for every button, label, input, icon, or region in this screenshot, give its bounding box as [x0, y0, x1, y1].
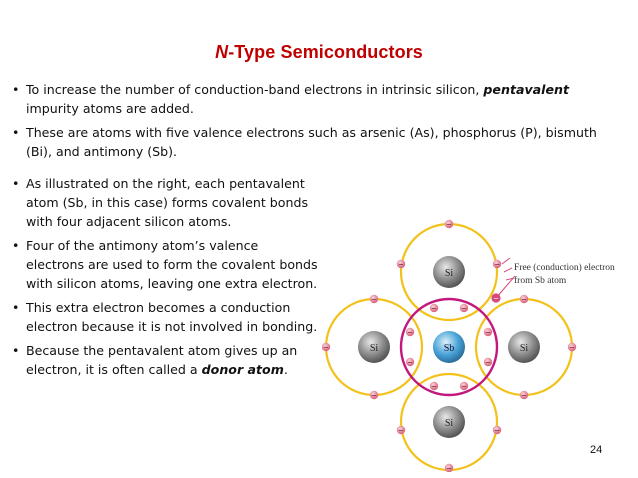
electron-sign: − — [398, 426, 404, 435]
si-atom-right — [508, 331, 540, 363]
top-bullet-list — [10, 80, 610, 166]
electron-sign: − — [461, 382, 467, 391]
callout-text-line1: Free (conduction) electron — [514, 263, 615, 273]
slide-title-rest: -Type Semiconductors — [228, 42, 423, 62]
atom-label: Si — [444, 418, 454, 429]
bullet-emphasis: pentavalent — [483, 82, 570, 97]
electron-sign: − — [371, 391, 377, 400]
bullet-item — [10, 236, 320, 293]
atom-label: Sb — [443, 343, 455, 354]
electron-sign: − — [493, 294, 499, 303]
bullet-item — [10, 298, 320, 336]
bullet-item — [10, 123, 610, 161]
sb-atom-center — [433, 331, 465, 363]
free-electron-motion-lines — [502, 258, 510, 264]
callout-text-line2: from Sb atom — [514, 276, 567, 286]
electron-sign: − — [431, 304, 437, 313]
bullet-item — [10, 341, 320, 379]
electron-sign: − — [521, 391, 527, 400]
bullet-text: Because the pentavalent atom gives up an electron, it is often called a — [26, 343, 298, 377]
electron-sign: − — [371, 295, 377, 304]
bullet-text: To increase the number of conduction-band electrons in intrinsic silicon, — [26, 82, 484, 97]
electron-sign: − — [569, 343, 575, 352]
page-number: 24 — [590, 444, 603, 456]
electron-sign: − — [407, 328, 413, 337]
slide-title-italic: N — [215, 42, 229, 62]
electron-sign: − — [494, 260, 500, 269]
electron-sign: − — [485, 328, 491, 337]
bullet-text: Four of the antimony atom’s valence electrons are used to form the covalent bonds with silicon atoms, leaving one extra electron. — [26, 238, 318, 291]
si-atom-left — [358, 331, 390, 363]
atom-label: Si — [369, 343, 379, 354]
bullet-emphasis: donor atom — [201, 362, 284, 377]
bullet-item — [10, 80, 610, 118]
atom-label: Si — [519, 343, 529, 354]
electron-sign: − — [446, 220, 452, 229]
electron-sign: − — [323, 343, 329, 352]
bullet-text: impurity atoms are added. — [26, 101, 194, 116]
electron-sign: − — [485, 358, 491, 367]
si-atom-top — [433, 256, 465, 288]
bullet-item — [10, 174, 320, 231]
electron-sign: − — [461, 304, 467, 313]
electron-sign: − — [521, 295, 527, 304]
electron-sign: − — [446, 464, 452, 472]
slide-title — [0, 42, 638, 63]
electron-sign: − — [407, 358, 413, 367]
si-atom-bottom — [433, 406, 465, 438]
bullet-text: . — [283, 362, 288, 377]
electron-sign: − — [431, 382, 437, 391]
electron-sign: − — [494, 426, 500, 435]
left-bullet-list — [10, 174, 320, 384]
bullet-text: This extra electron becomes a conduction electron because it is not involved in bonding. — [26, 300, 318, 334]
bullet-text: As illustrated on the right, each pentavalent atom (Sb, in this case) forms covalent bonds with four adjacent silicon atoms. — [26, 176, 309, 229]
free-electron-motion-lines — [504, 268, 512, 272]
atom-label: Si — [444, 268, 454, 279]
electron-sign: − — [398, 260, 404, 269]
bullet-text: These are atoms with five valence electrons such as arsenic (As), phosphorus (P), bismuth (Bi), and antimony (Sb). — [26, 125, 597, 159]
sb-doping-lattice-diagram — [322, 190, 632, 472]
